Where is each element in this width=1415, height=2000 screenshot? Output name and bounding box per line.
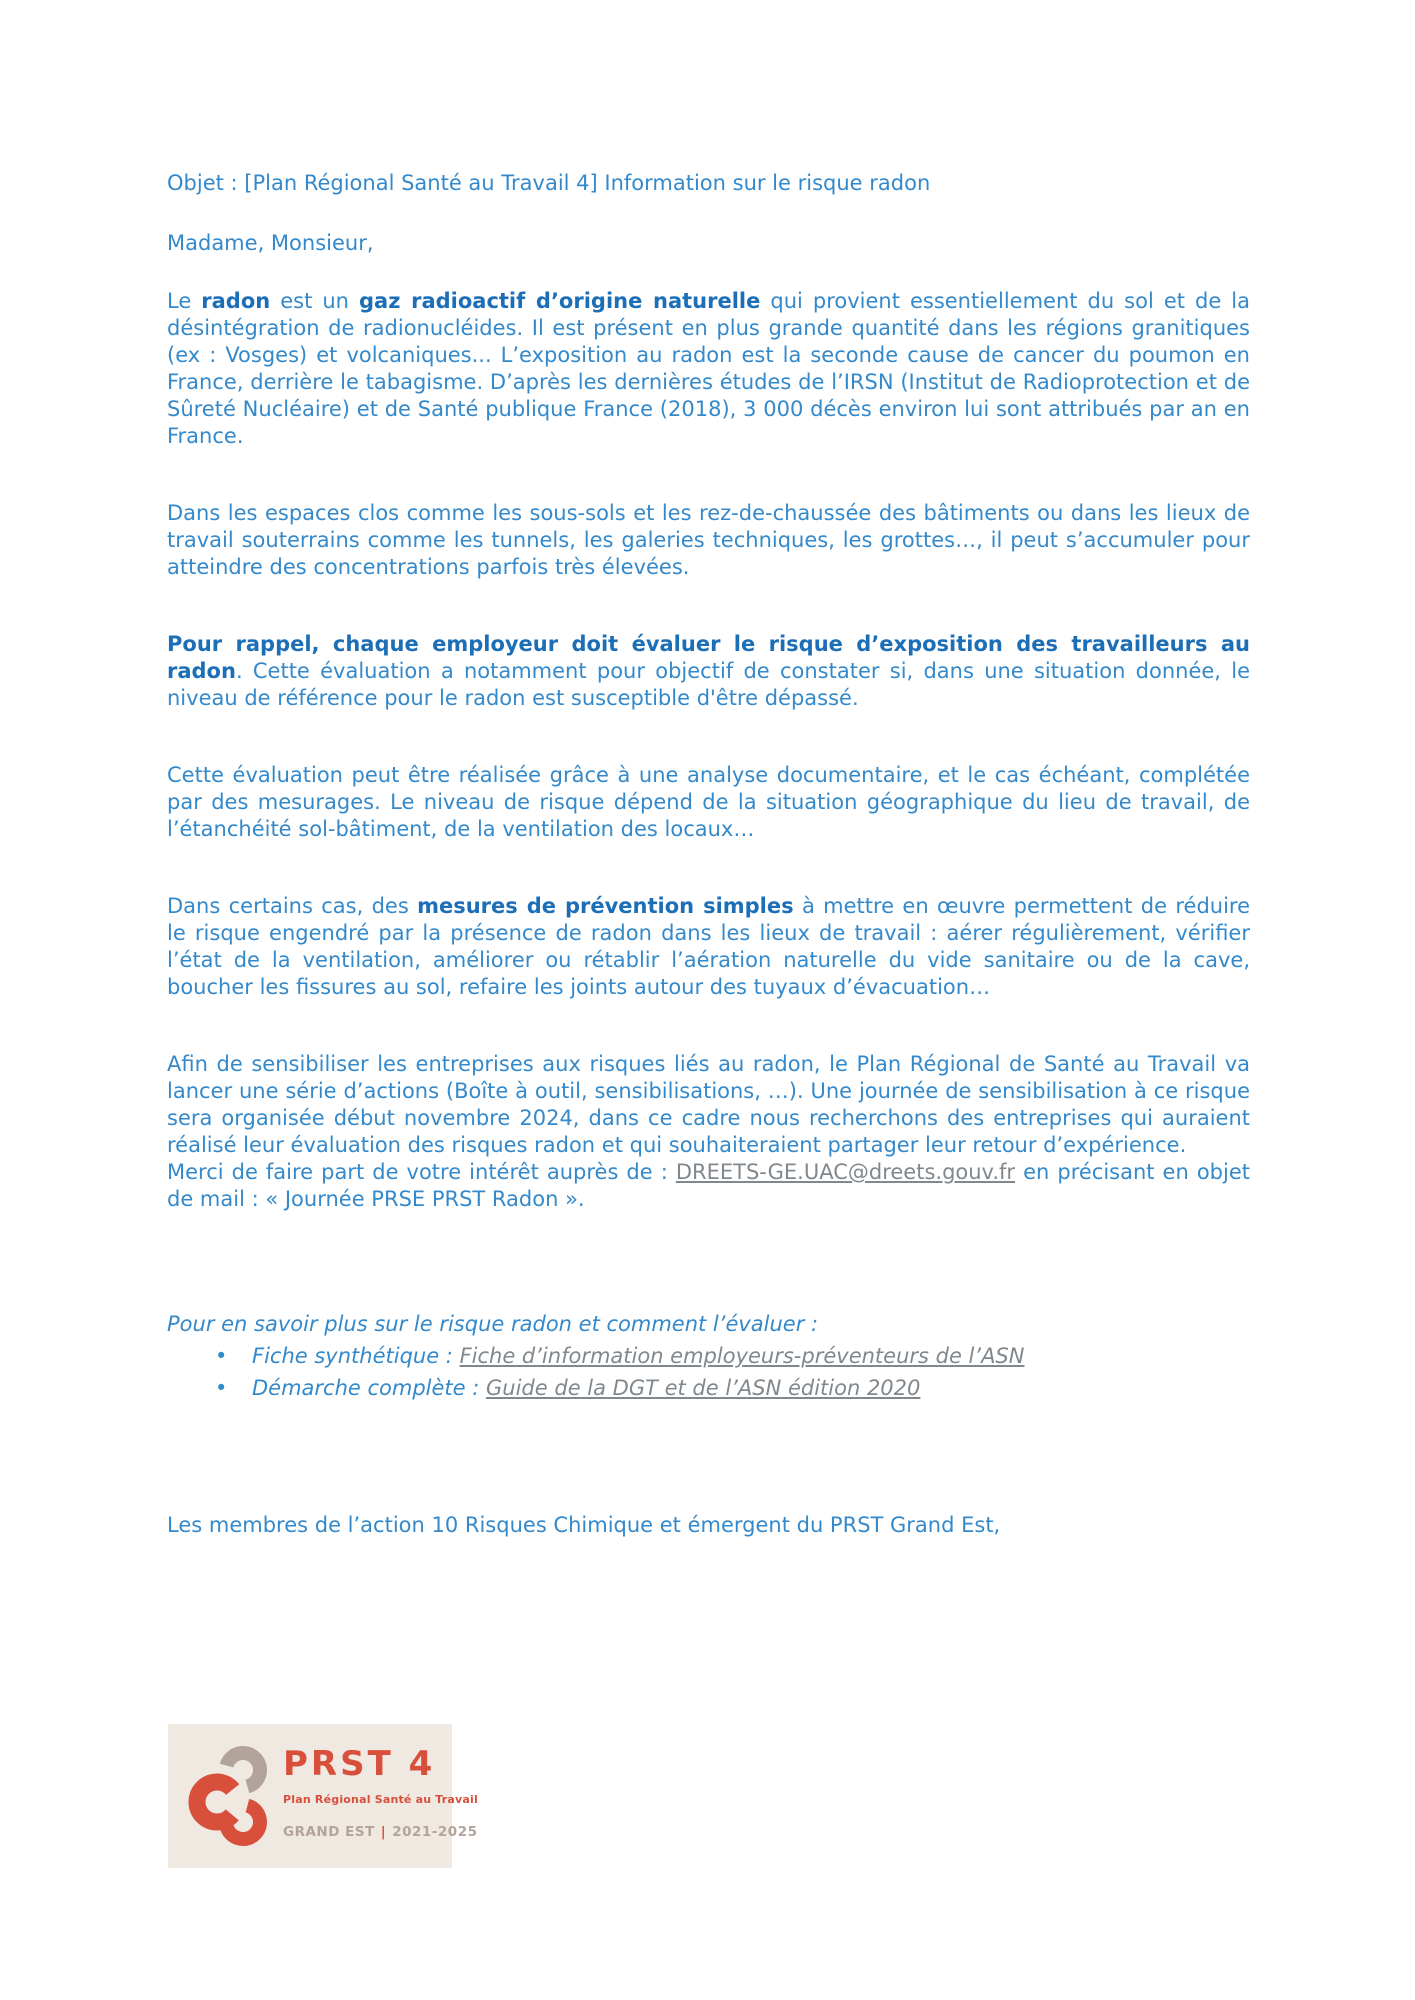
bold-text: Pour rappel, chaque employeur doit évaluer le risque d’exposition des travailleurs au radon xyxy=(167,632,1250,683)
closing-line: Les membres de l’action 10 Risques Chimique et émergent du PRST Grand Est, xyxy=(167,1513,1001,1537)
dgt-asn-guide-link[interactable]: Guide de la DGT et de l’ASN édition 2020 xyxy=(486,1376,921,1400)
paragraph-radon-definition xyxy=(167,288,1250,450)
prst4-logo-text xyxy=(283,1743,478,1846)
subject-line: Objet : [Plan Régional Santé au Travail 4] Information sur le risque radon xyxy=(167,171,931,195)
paragraph-sensibilisation xyxy=(167,1051,1250,1159)
prst4-logo-mark-icon xyxy=(188,1740,268,1852)
paragraph-contact xyxy=(167,1159,1250,1213)
info-item-demarche xyxy=(252,1372,1250,1404)
letter-content xyxy=(167,170,1250,1868)
logo-title: PRST 4 xyxy=(283,1743,436,1784)
info-item-fiche xyxy=(252,1340,1250,1372)
text-segment: qui provient essentiellement du sol et de la désintégration de radionucléides. Il est présent en plus grande quantité dans les régions granitiques (ex : Vosges) et volcaniques... L’exposition au radon est la seconde cause de cancer du poumon en France, derrière le tabagisme. D’après les dernières études de l’IRSN (Institut de Radioprotection et de Sûreté Nucléaire) et de Santé publique France (2018), 3 000 décès environ lui sont attribués par an en France. xyxy=(167,289,1250,448)
text-segment: Démarche complète : xyxy=(252,1376,487,1400)
bold-text: radon xyxy=(201,289,271,313)
text-segment: Cette évaluation peut être réalisée grâce à une analyse documentaire, et le cas échéant, complétée par des mesurages. Le niveau de risque dépend de la situation géographique du lieu de travail, de l’étanchéité sol-bâtiment, de la ventilation des locaux… xyxy=(167,763,1250,841)
prst4-logo xyxy=(168,1724,478,1868)
text-segment: est un xyxy=(270,289,359,313)
text-segment: Fiche synthétique : xyxy=(252,1344,460,1368)
text-segment: . Cette évaluation a notamment pour objectif de constater si, dans une situation donnée, le niveau de référence pour le radon est susceptible d'être dépassé. xyxy=(167,659,1250,710)
text-segment: Dans les espaces clos comme les sous-sols et les rez-de-chaussée des bâtiments ou dans les lieux de travail souterrains comme les tunnels, les galeries techniques, les grottes…, il peut s’accumuler pour atteindre des concentrations parfois très élevées. xyxy=(167,501,1250,579)
logo-region-label: GRAND EST xyxy=(283,1823,375,1840)
text-segment: Dans certains cas, des xyxy=(167,894,418,918)
paragraph-obligation-employeur xyxy=(167,631,1250,712)
email-link[interactable]: DREETS-GE.UAC@dreets.gouv.fr xyxy=(675,1160,1016,1184)
paragraph-prevention xyxy=(167,893,1250,1001)
paragraph-evaluation xyxy=(167,762,1250,843)
paragraph-espaces-clos xyxy=(167,500,1250,581)
bullet-icon: • xyxy=(215,1344,228,1368)
bold-text: mesures de prévention simples xyxy=(417,894,794,918)
logo-subtitle: Plan Régional Santé au Travail xyxy=(283,1792,478,1806)
text-segment: Merci de faire part de votre intérêt auprès de : xyxy=(167,1160,676,1184)
text-segment: Le xyxy=(167,289,202,313)
more-info-section xyxy=(167,1308,1250,1404)
logo-region-years xyxy=(283,1819,478,1846)
salutation: Madame, Monsieur, xyxy=(167,231,374,255)
list-item xyxy=(167,1340,1250,1372)
bullet-icon: • xyxy=(215,1376,228,1400)
text-segment: à mettre en œuvre permettent de réduire le risque engendré par la présence de radon dans les lieux de travail : aérer régulièrement, vérifier l’état de la ventilation, améliorer ou rétablir l’aération naturelle du vide sanitaire ou de la cave, boucher les fissures au sol, refaire les joints autour des tuyaux d’évacuation… xyxy=(167,894,1251,999)
info-intro: Pour en savoir plus sur le risque radon et comment l’évaluer : xyxy=(167,1312,819,1336)
asn-info-sheet-link[interactable]: Fiche d’information employeurs-préventeurs de l’ASN xyxy=(459,1344,1025,1368)
text-segment: Afin de sensibiliser les entreprises aux risques liés au radon, le Plan Régional de Santé au Travail va lancer une série d’actions (Boîte à outil, sensibilisations, …). Une journée de sensibilisation à ce risque sera organisée début novembre 2024, dans ce cadre nous recherchons des entreprises qui auraient réalisé leur évaluation des risques radon et qui souhaiteraient partager leur retour d’expérience. xyxy=(167,1052,1250,1157)
logo-years: 2021-2025 xyxy=(392,1823,478,1840)
list-item xyxy=(167,1372,1250,1404)
bold-text: gaz radioactif d’origine naturelle xyxy=(359,289,761,313)
text-segment: en précisant en objet de mail : « Journée PRSE PRST Radon ». xyxy=(167,1160,1250,1211)
logo-separator: | xyxy=(380,1823,387,1840)
